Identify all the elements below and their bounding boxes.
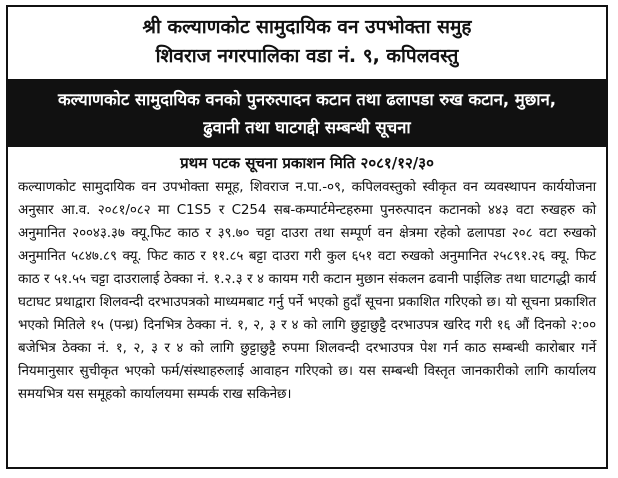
notice-title-line-2: ढुवानी तथा घाटगद्दी सम्बन्धी सूचना — [203, 118, 411, 137]
organization-header — [8, 7, 606, 81]
public-notice — [6, 5, 608, 469]
notice-title-line-1: कल्याणकोट सामुदायिक वनको पुनरुत्पादन कटान तथा ढलापडा रुख कटान, मुछान, — [57, 90, 557, 109]
organization-address: शिवराज नगरपालिका वडा नं. ९, कपिलवस्तु — [155, 45, 459, 67]
organization-name: श्री कल्याणकोट सामुदायिक वन उपभोक्ता समुह — [142, 16, 472, 38]
notice-body: कल्याणकोट सामुदायिक वन उपभोक्ता समूह, शिवराज न.पा.-०९, कपिलवस्तुको स्वीकृत वन व्यवस्थापन कार्ययोजना अनुसार आ.व. २०८१/०८२ मा C1S5 र C254 सब-कम्पार्टमेन्टहरुमा पुनरुत्पादन कटानको ४४३ वटा रुखहरु को अनुमानित २००४३.३७ क्यू.फिट काठ र ३९.७० चट्टा दाउरा तथा सम्पूर्ण वन क्षेत्रमा रहेको ढलापडा २०८ वटा रुखको अनुमानित ५८४७.८९ क्यू. फिट काठ र ११.८५ बट्टा दाउरा गरी कुल ६५१ वटा रुखको अनुमानित २५८९१.२६ क्यू. फिट काठ र ५१.५५ चट्टा दाउरालाई ठेक्का नं. १.२.३ र ४ कायम गरी कटान मुछान संकलन ढवानी पाईलिङ तथा घाटगद्धी कार्य घटाघट प्रथाद्वारा शिलवन्दी दरभाउपत्रको माध्यमबाट गर्नु पर्ने भएको हुदाँ सूचना प्रकाशित गरिएको छ। यो सूचना प्रकाशित भएको मितिले १५ (पन्ध्र) दिनभित्र ठेक्का नं. १, २, ३ र ४ को लागि छुट्टाछुट्टै दरभाउपत्र खरिद गरी १६ औं दिनको २:०० बजेभित्र ठेक्का नं. १, २, ३ र ४ को लागि छुट्टाछुट्टै रुपमा शिलवन्दी दरभाउपत्र पेश गर्न काठ सम्बन्धी कारोबार गर्ने नियमानुसार सुचीकृत भएको फर्म/संस्थाहरुलाई आवाहन गरिएको छ। यस सम्बन्धी विस्तृत जानकारीको लागि कार्यालय समयभित्र यस समूहको कार्यालयमा सम्पर्क राख सकिनेछ। — [18, 179, 596, 402]
notice-title-band — [8, 81, 606, 147]
publication-date: प्रथम पटक सूचना प्रकाशन मिति २०८१/१२/३० — [180, 154, 434, 172]
